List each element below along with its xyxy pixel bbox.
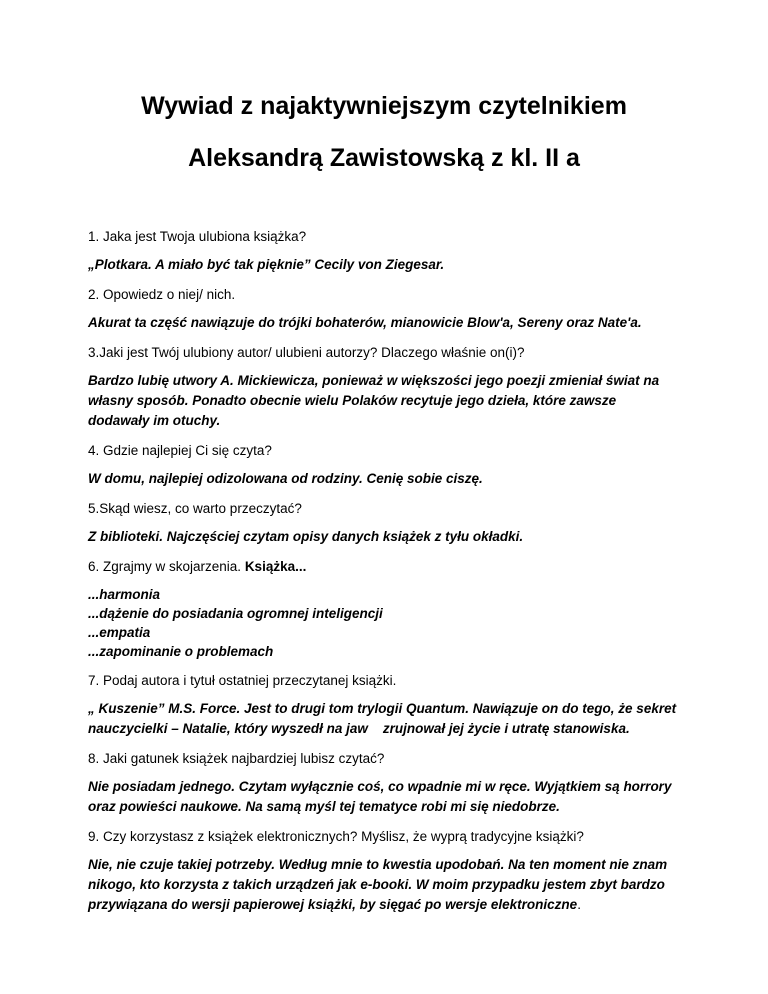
answer-2: Akurat ta część nawiązuje do trójki bohaterów, mianowicie Blow'a, Sereny oraz Nate'a.: [88, 315, 642, 330]
list-item: ...harmonia: [88, 587, 161, 602]
answer-3: Bardzo lubię utwory A. Mickiewicza, ponieważ w większości jego poezji zmieniał świat na własny sposób. Ponadto obecnie wielu Polaków recytuje jego dzieła, które zawsze dodawały im otuchy.: [88, 373, 660, 428]
question-9: 9. Czy korzystasz z książek elektronicznych? Myślisz, że wyprą tradycyjne książki?: [88, 829, 584, 844]
question-4: 4. Gdzie najlepiej Ci się czyta?: [88, 443, 272, 458]
answer-6-list: [88, 585, 678, 661]
answer-8: Nie posiadam jednego. Czytam wyłącznie coś, co wpadnie mi w ręce. Wyjątkiem są horrory oraz powieści naukowe. Na samą myśl tej tematyce robi mi się niedobrze.: [88, 779, 672, 814]
question-7: 7. Podaj autora i tytuł ostatniej przeczytanej książki.: [88, 673, 397, 688]
document-title-line1: Wywiad z najaktywniejszym czytelnikiem: [141, 92, 627, 120]
answer-9: [88, 855, 678, 915]
answer-4: W domu, najlepiej odizolowana od rodziny. Cenię sobie ciszę.: [88, 471, 483, 486]
question-6-text: 6. Zgrajmy w skojarzenia.: [88, 559, 245, 574]
question-6-bold: Książka...: [244, 559, 307, 574]
question-1: 1. Jaka jest Twoja ulubiona książka?: [88, 229, 307, 244]
interview-body: [88, 227, 678, 925]
document-title-line2: Aleksandrą Zawistowską z kl. II a: [188, 144, 580, 172]
question-3: 3.Jaki jest Twój ulubiony autor/ ulubieni autorzy? Dlaczego właśnie on(i)?: [88, 345, 525, 360]
question-2: 2. Opowiedz o niej/ nich.: [88, 287, 236, 302]
answer-1: „Plotkara. A miało być tak pięknie” Cecily von Ziegesar.: [88, 257, 445, 272]
question-8: 8. Jaki gatunek książek najbardziej lubisz czytać?: [88, 751, 385, 766]
list-item: ...empatia: [88, 625, 151, 640]
answer-9-text: Nie, nie czuje takiej potrzeby. Według mnie to kwestia upodobań. Na ten moment nie znam nikogo, kto korzysta z takich urządzeń jak e-booki. W moim przypadku jestem zbyt bardzo przywiązana do wersji papierowej książki, by sięgać po wersje elektroniczne: [88, 857, 668, 912]
question-6: [88, 557, 678, 576]
list-item: ...dążenie do posiadania ogromnej inteligencji: [88, 606, 383, 621]
question-5: 5.Skąd wiesz, co warto przeczytać?: [88, 501, 302, 516]
answer-5: Z biblioteki. Najczęściej czytam opisy danych książek z tyłu okładki.: [88, 529, 524, 544]
answer-9-period: .: [577, 897, 581, 912]
list-item: ...zapominanie o problemach: [88, 644, 274, 659]
answer-7: „ Kuszenie” M.S. Force. Jest to drugi tom trylogii Quantum. Nawiązuje on do tego, że sekret nauczycielki – Natalie, który wyszedł na jaw zrujnował jej życie i utratę stanowiska.: [88, 701, 680, 736]
